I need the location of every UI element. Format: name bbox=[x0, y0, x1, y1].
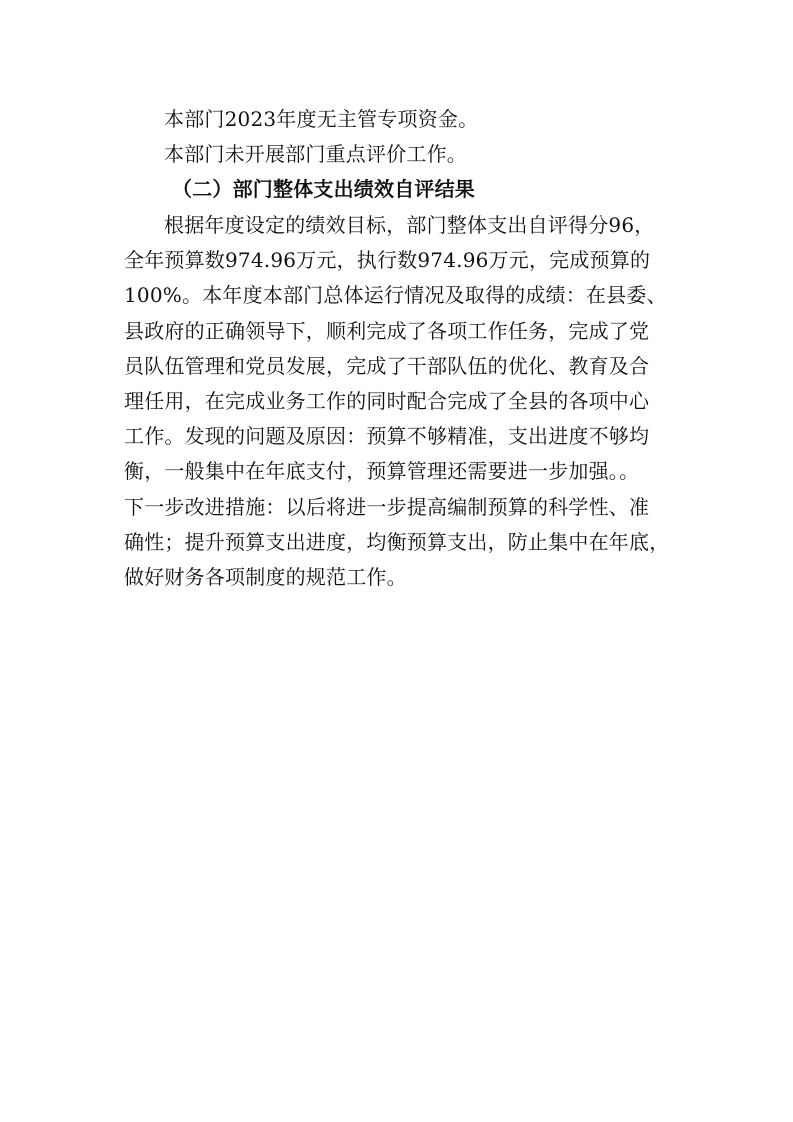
body-line: 做好财务各项制度的规范工作。 bbox=[124, 564, 407, 589]
body-line: 县政府的正确领导下，顺利完成了各项工作任务，完成了党 bbox=[124, 318, 650, 343]
self-evaluation-paragraph bbox=[124, 208, 684, 595]
body-line: 根据年度设定的绩效目标，部门整体支出自评得分96， bbox=[164, 213, 655, 237]
body-line: 100%。本年度本部门总体运行情况及取得的成绩：在县委、 bbox=[124, 283, 667, 308]
body-line: 工作。发现的问题及原因：预算不够精准，支出进度不够均 bbox=[124, 424, 650, 449]
body-line: 下一步改进措施：以后将进一步提高编制预算的科学性、准 bbox=[124, 494, 650, 519]
body-line: 确性；提升预算支出进度，均衡预算支出，防止集中在年底， bbox=[124, 529, 670, 554]
document-content bbox=[124, 103, 684, 595]
body-line: 衡，一般集中在年底支付，预算管理还需要进一步加强。。 bbox=[124, 459, 640, 484]
paragraph-key-evaluation: 本部门未开展部门重点评价工作。 bbox=[164, 142, 467, 166]
section-heading: （二）部门整体支出绩效自评结果 bbox=[172, 177, 475, 201]
body-line: 全年预算数974.96万元，执行数974.96万元，完成预算的 bbox=[124, 248, 651, 273]
body-line: 员队伍管理和党员发展，完成了干部队伍的优化、教育及合 bbox=[124, 353, 650, 378]
paragraph-special-funds: 本部门2023年度无主管专项资金。 bbox=[164, 107, 479, 131]
body-line: 理任用，在完成业务工作的同时配合完成了全县的各项中心 bbox=[124, 388, 650, 413]
